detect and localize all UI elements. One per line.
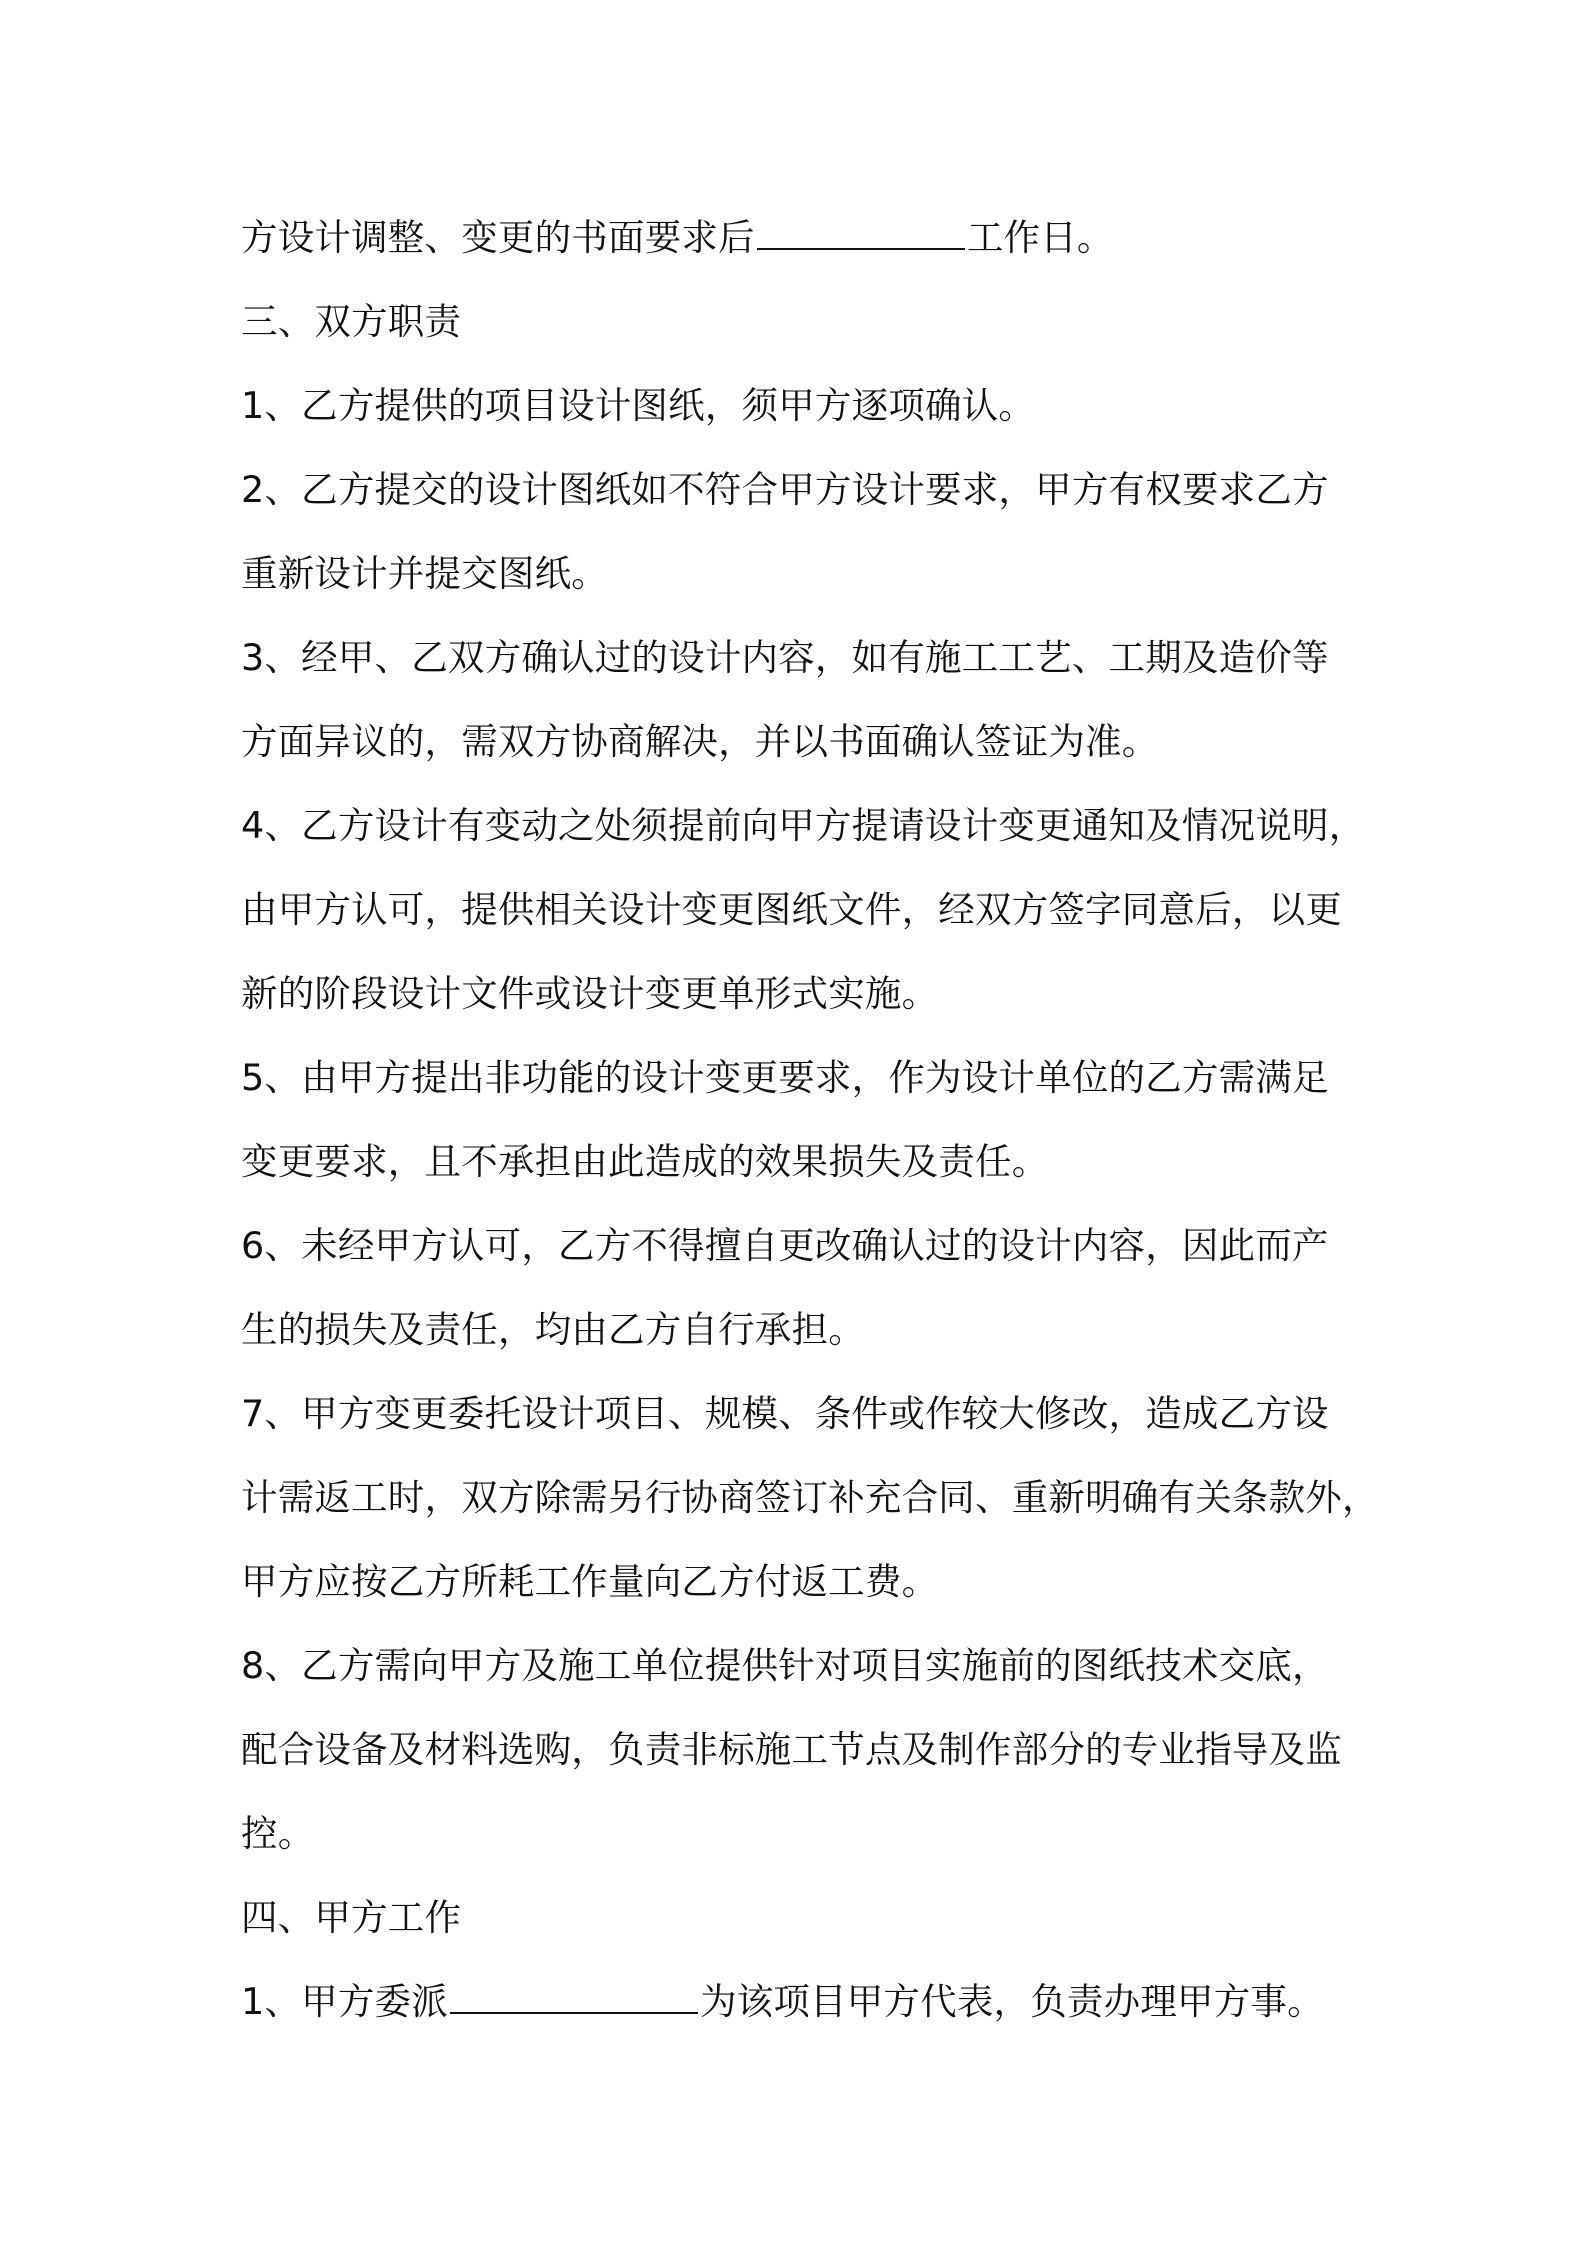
text-line-7: 方面异议的，需双方协商解决，并以书面确认签证为准。 xyxy=(241,720,1159,763)
line-22-text-after: 为该项目甲方代表，负责办理甲方事。 xyxy=(699,1980,1324,2023)
text-line-12: 变更要求，且不承担由此造成的效果损失及责任。 xyxy=(241,1140,1049,1183)
text-line-9: 由甲方认可，提供相关设计变更图纸文件，经双方签字同意后，以更 xyxy=(241,888,1342,931)
text-line-6: 3、经甲、乙双方确认过的设计内容，如有施工工艺、工期及造价等 xyxy=(241,636,1329,679)
text-line-18: 8、乙方需向甲方及施工单位提供针对项目实施前的图纸技术交底， xyxy=(241,1644,1329,1687)
text-line-4: 2、乙方提交的设计图纸如不符合甲方设计要求，甲方有权要求乙方 xyxy=(241,468,1329,511)
line-22-text-before: 1、甲方委派 xyxy=(241,1980,448,2023)
text-line-5: 重新设计并提交图纸。 xyxy=(241,552,608,595)
line-1-text-after: 工作日。 xyxy=(966,216,1114,259)
text-line-22 xyxy=(241,1960,1365,2044)
text-line-3: 1、乙方提供的项目设计图纸，须甲方逐项确认。 xyxy=(241,384,1036,427)
text-line-1 xyxy=(241,196,1365,280)
text-line-17: 甲方应按乙方所耗工作量向乙方付返工费。 xyxy=(241,1560,939,1603)
fill-in-blank-workdays xyxy=(757,218,965,250)
text-line-13: 6、未经甲方认可，乙方不得擅自更改确认过的设计内容，因此而产 xyxy=(241,1224,1329,1267)
section-heading-4: 四、甲方工作 xyxy=(241,1896,462,1939)
line-1-text-before: 方设计调整、变更的书面要求后 xyxy=(241,216,755,259)
section-heading-3: 三、双方职责 xyxy=(241,300,462,343)
text-line-10: 新的阶段设计文件或设计变更单形式实施。 xyxy=(241,972,939,1015)
text-line-8: 4、乙方设计有变动之处须提前向甲方提请设计变更通知及情况说明， xyxy=(241,804,1366,847)
document-body xyxy=(241,196,1379,2044)
text-line-15: 7、甲方变更委托设计项目、规模、条件或作较大修改，造成乙方设 xyxy=(241,1392,1329,1435)
text-line-19: 配合设备及材料选购，负责非标施工节点及制作部分的专业指导及监 xyxy=(241,1728,1342,1771)
text-line-14: 生的损失及责任，均由乙方自行承担。 xyxy=(241,1308,865,1351)
text-line-20: 控。 xyxy=(241,1812,315,1855)
text-line-11: 5、由甲方提出非功能的设计变更要求，作为设计单位的乙方需满足 xyxy=(241,1056,1329,1099)
text-line-16: 计需返工时，双方除需另行协商签订补充合同、重新明确有关条款外， xyxy=(241,1476,1379,1519)
fill-in-blank-representative xyxy=(450,1982,698,2014)
